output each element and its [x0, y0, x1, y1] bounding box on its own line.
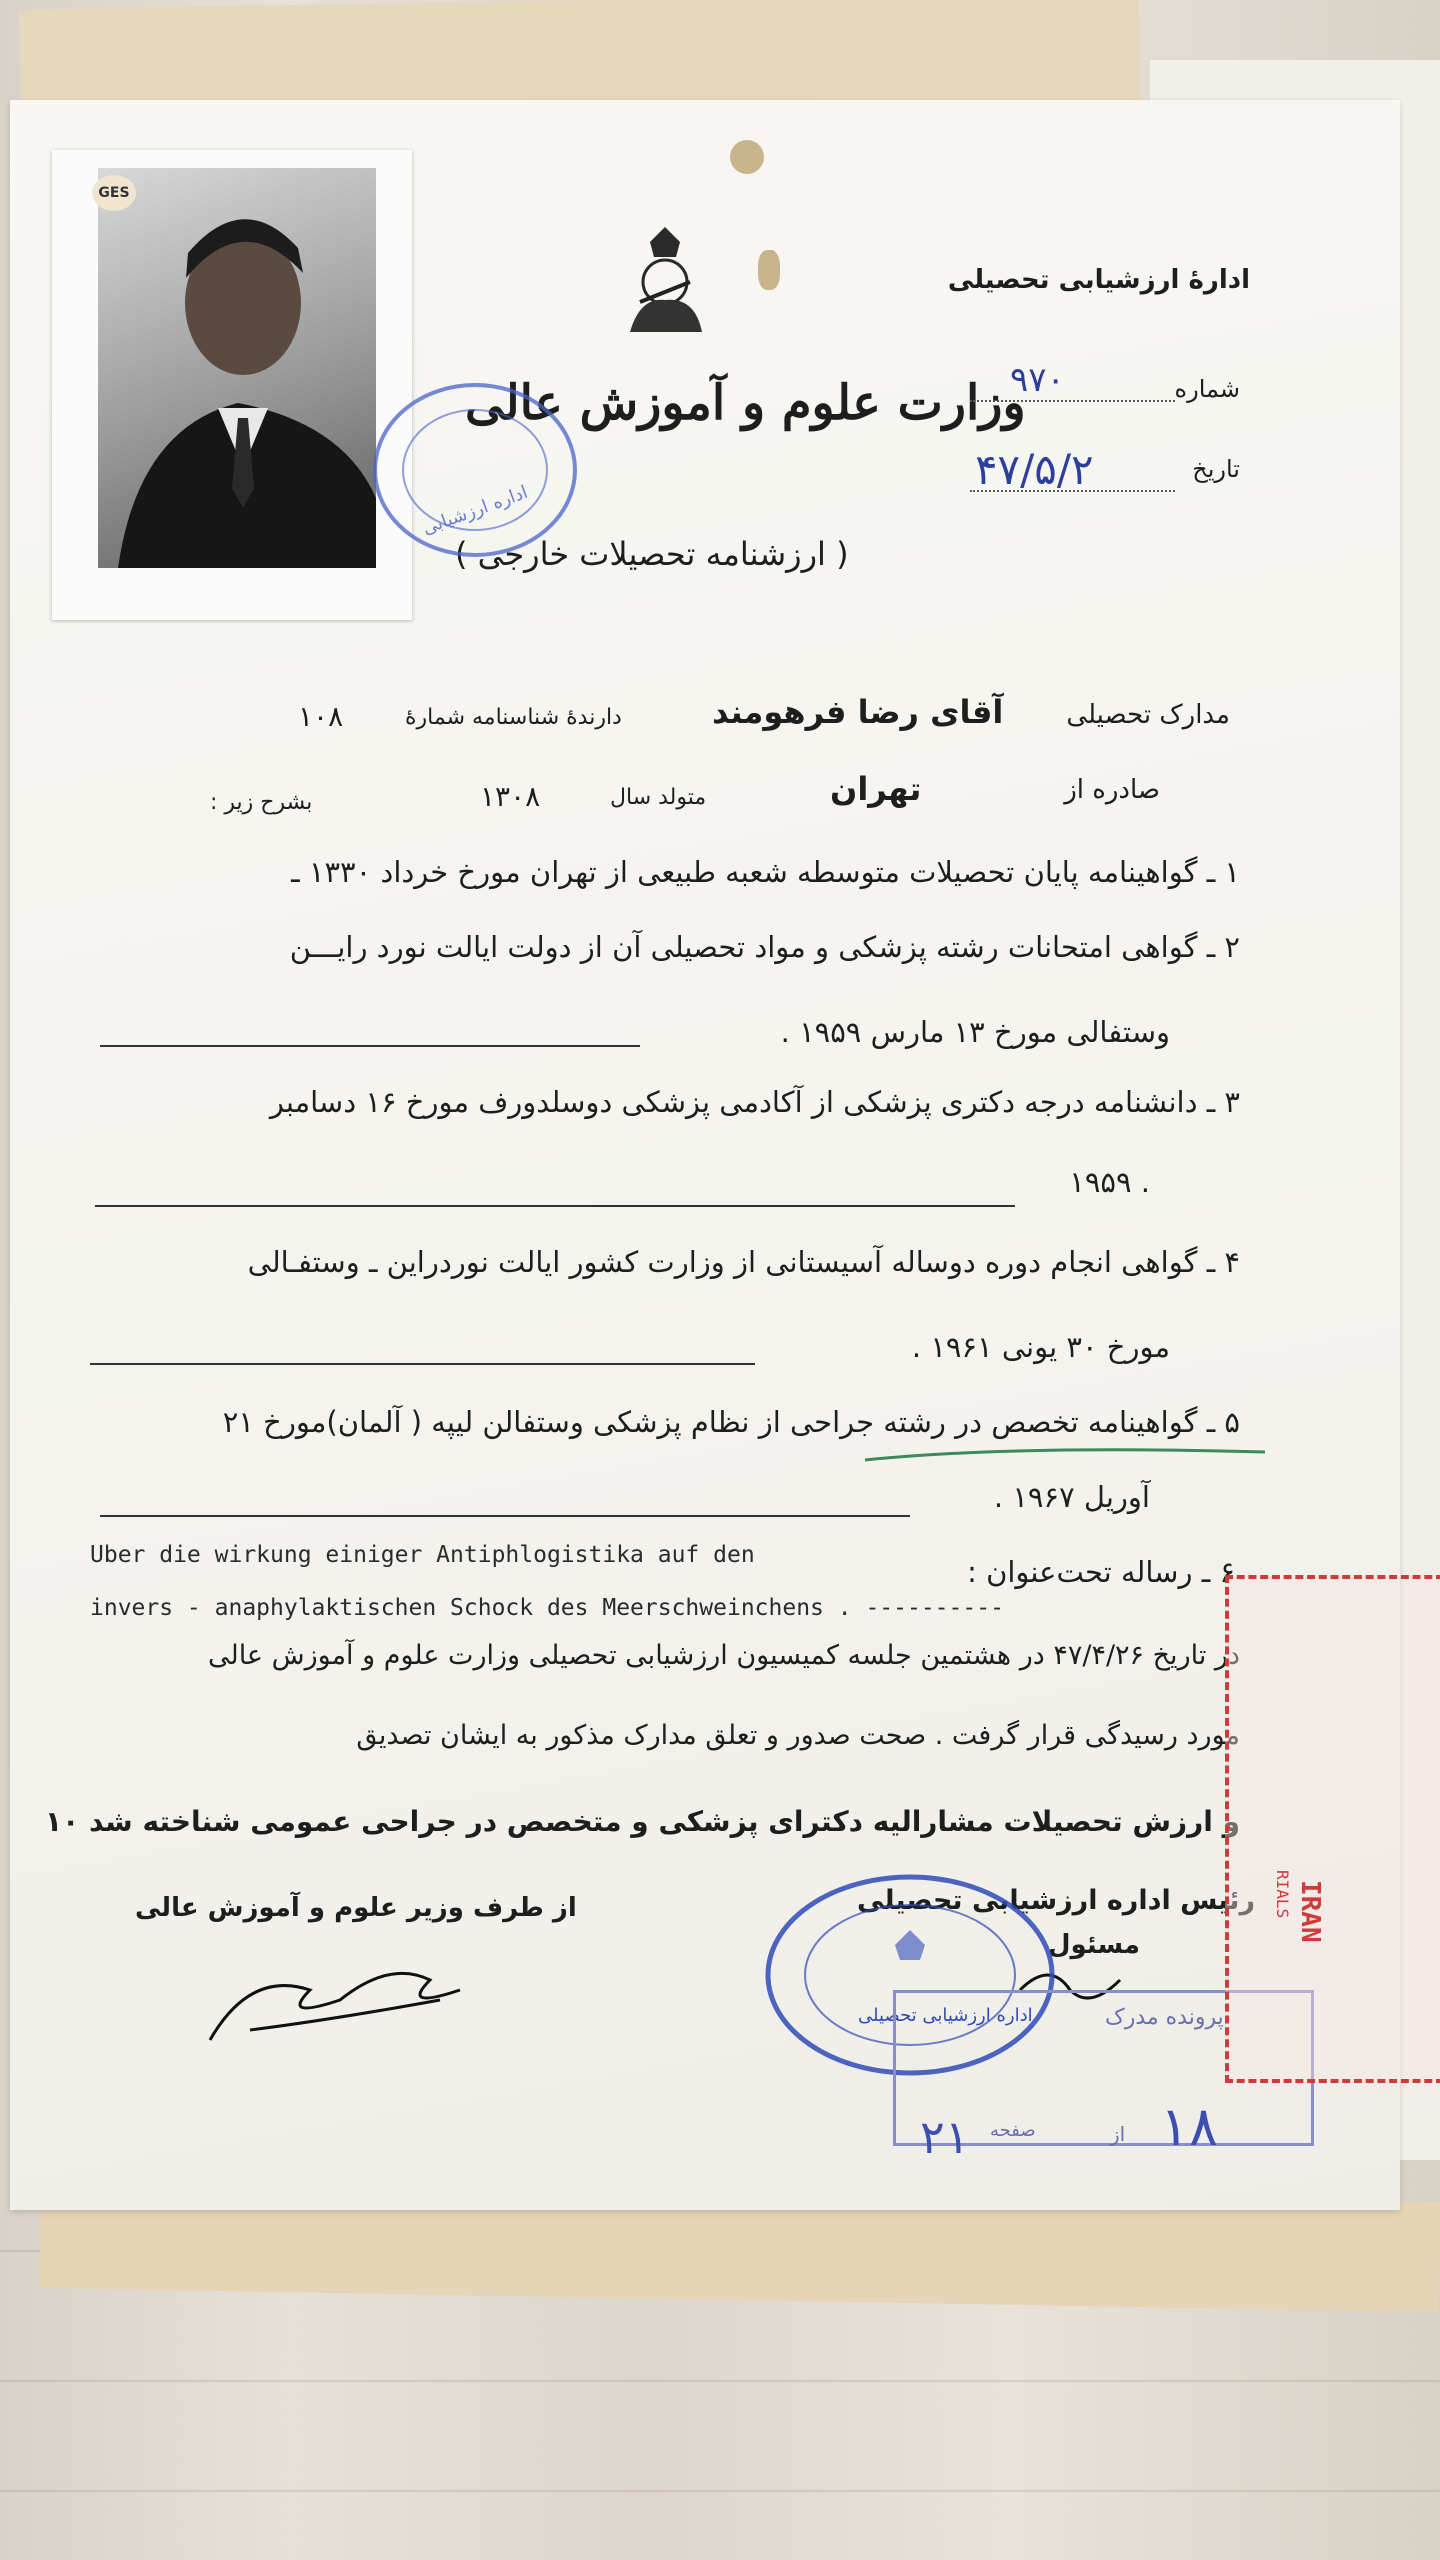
fill-line	[100, 1045, 640, 1047]
holder-name: آقای رضا فرهومند	[712, 693, 1004, 731]
wood-grain	[0, 2490, 1440, 2492]
lion-and-sun-emblem-icon	[620, 222, 710, 342]
date-label: تاریخ	[1192, 455, 1240, 483]
item-2-line-2: وستفالی مورخ ۱۳ مارس ۱۹۵۹ .	[780, 1015, 1170, 1049]
office-stamp-top	[365, 370, 585, 570]
body-line-1: در تاریخ ۴۷/۴/۲۶ در هشتمین جلسه کمیسیون ارزشیابی تحصیلی وزارت علوم و آموزش عالی	[207, 1640, 1240, 1671]
page-of-label: از	[1110, 2122, 1126, 2146]
page-label: صفحه	[990, 2120, 1036, 2141]
office-stamp-text: اداره ارزشیابی	[419, 481, 531, 540]
id-number: ۱۰۸	[298, 700, 344, 733]
item-2-line-1: ۲ ـ گواهی امتحانات رشته پزشکی و مواد تحصیلی آن از دولت ایالت نورد رایـــن	[289, 930, 1240, 964]
item-3-line-2: ۱۹۵۹ .	[1069, 1165, 1150, 1199]
item-5-line-1: ۵ ـ گواهینامه تخصص در رشته جراحی از نظام پزشکی وستفالن لیپه ( آلمان)مورخ ۲۱	[222, 1405, 1240, 1439]
item-4-line-2: مورخ ۳۰ یونی ۱۹۶۱ .	[911, 1330, 1170, 1364]
page-total: ۲۱	[920, 2110, 970, 2164]
item-3-line-1: ۳ ـ دانشنامه درجه دکتری پزشکی از آکادمی پزشکی دوسلدورف مورخ ۱۶ دسامبر	[269, 1085, 1240, 1119]
item-4-line-1: ۴ ـ گواهی انجام دوره دوساله آسیستانی از وزارت کشور ایالت نوردراین ـ وستفـالی	[247, 1245, 1240, 1279]
tear-mark	[758, 250, 780, 290]
number-value: ۹۷۰	[1010, 360, 1065, 400]
portrait-figure	[98, 168, 376, 568]
fill-line	[90, 1363, 755, 1365]
intro-prefix: مدارک تحصیلی	[1066, 700, 1230, 730]
bottom-stamp-text: اداره ارزشیابی تحصیلی	[858, 2005, 1033, 2026]
wood-grain	[0, 2380, 1440, 2382]
thesis-title-line-1: Uber die wirkung einiger Antiphlogistika auf den	[90, 1542, 755, 1568]
birth-year: ۱۳۰۸	[480, 780, 541, 813]
body-line-3: و ارزش تحصیلات مشارالیه دکترای پزشکی و متخصص در جراحی عمومی شناخته شد ۱۰	[45, 1805, 1240, 1838]
id-label: دارندهٔ شناسنامه شمارهٔ	[405, 705, 622, 730]
number-label: شماره	[1174, 375, 1240, 403]
right-signature-sub: مسئول	[1047, 1930, 1140, 1960]
page-current: ۱۸	[1160, 2095, 1219, 2158]
file-label: پرونده مدرک	[1105, 2005, 1224, 2030]
left-signature-title: از طرف وزیر علوم و آموزش عالی	[135, 1893, 577, 1923]
fill-line	[100, 1515, 910, 1517]
issued-from-label: صادره از	[1064, 775, 1160, 805]
portrait-image	[98, 168, 376, 568]
number-dotted-line	[970, 400, 1175, 402]
thesis-title-line-2: invers - anaphylaktischen Schock des Meerschweinchens . ----------	[90, 1595, 1004, 1621]
body-line-2: مورد رسیدگی قرار گرفت . صحت صدور و تعلق مدارک مذکور به ایشان تصدیق	[356, 1720, 1240, 1751]
handwritten-signature-left	[190, 1930, 490, 2060]
document-subtitle: ( ارزشنامه تحصیلات خارجی )	[455, 535, 849, 573]
right-signature-title: رئیس اداره ارزشیابی تحصیلی	[857, 1885, 1255, 1916]
item-5-line-2: آوریل ۱۹۶۷ .	[993, 1480, 1150, 1514]
detail-label: بشرح زیر :	[210, 790, 313, 815]
date-value: ۴۷/۵/۲	[975, 445, 1094, 494]
item-1-line-1: ۱ ـ گواهینامه پایان تحصیلات متوسطه شعبه طبیعی از تهران مورخ خرداد ۱۳۳۰ ـ	[291, 855, 1240, 889]
item-6-line-1: ۶ ـ رساله تحت‌عنوان :	[967, 1555, 1235, 1589]
issued-city: تهران	[830, 770, 922, 808]
revenue-stamp	[1225, 1575, 1440, 2083]
green-underline	[860, 1440, 1270, 1470]
punch-hole	[730, 140, 764, 174]
portrait-photo	[52, 150, 412, 620]
ministry-title: وزارت علوم و آموزش عالی	[465, 375, 1026, 431]
revenue-stamp-value: RIALS	[1273, 1870, 1292, 1919]
fill-line	[95, 1205, 1015, 1207]
revenue-stamp-country: IRAN	[1295, 1880, 1325, 1943]
born-label: متولد سال	[610, 785, 707, 810]
department-name: ادارهٔ ارزشیابی تحصیلی	[947, 265, 1250, 295]
photo-ges-sticker: GES	[92, 175, 136, 211]
